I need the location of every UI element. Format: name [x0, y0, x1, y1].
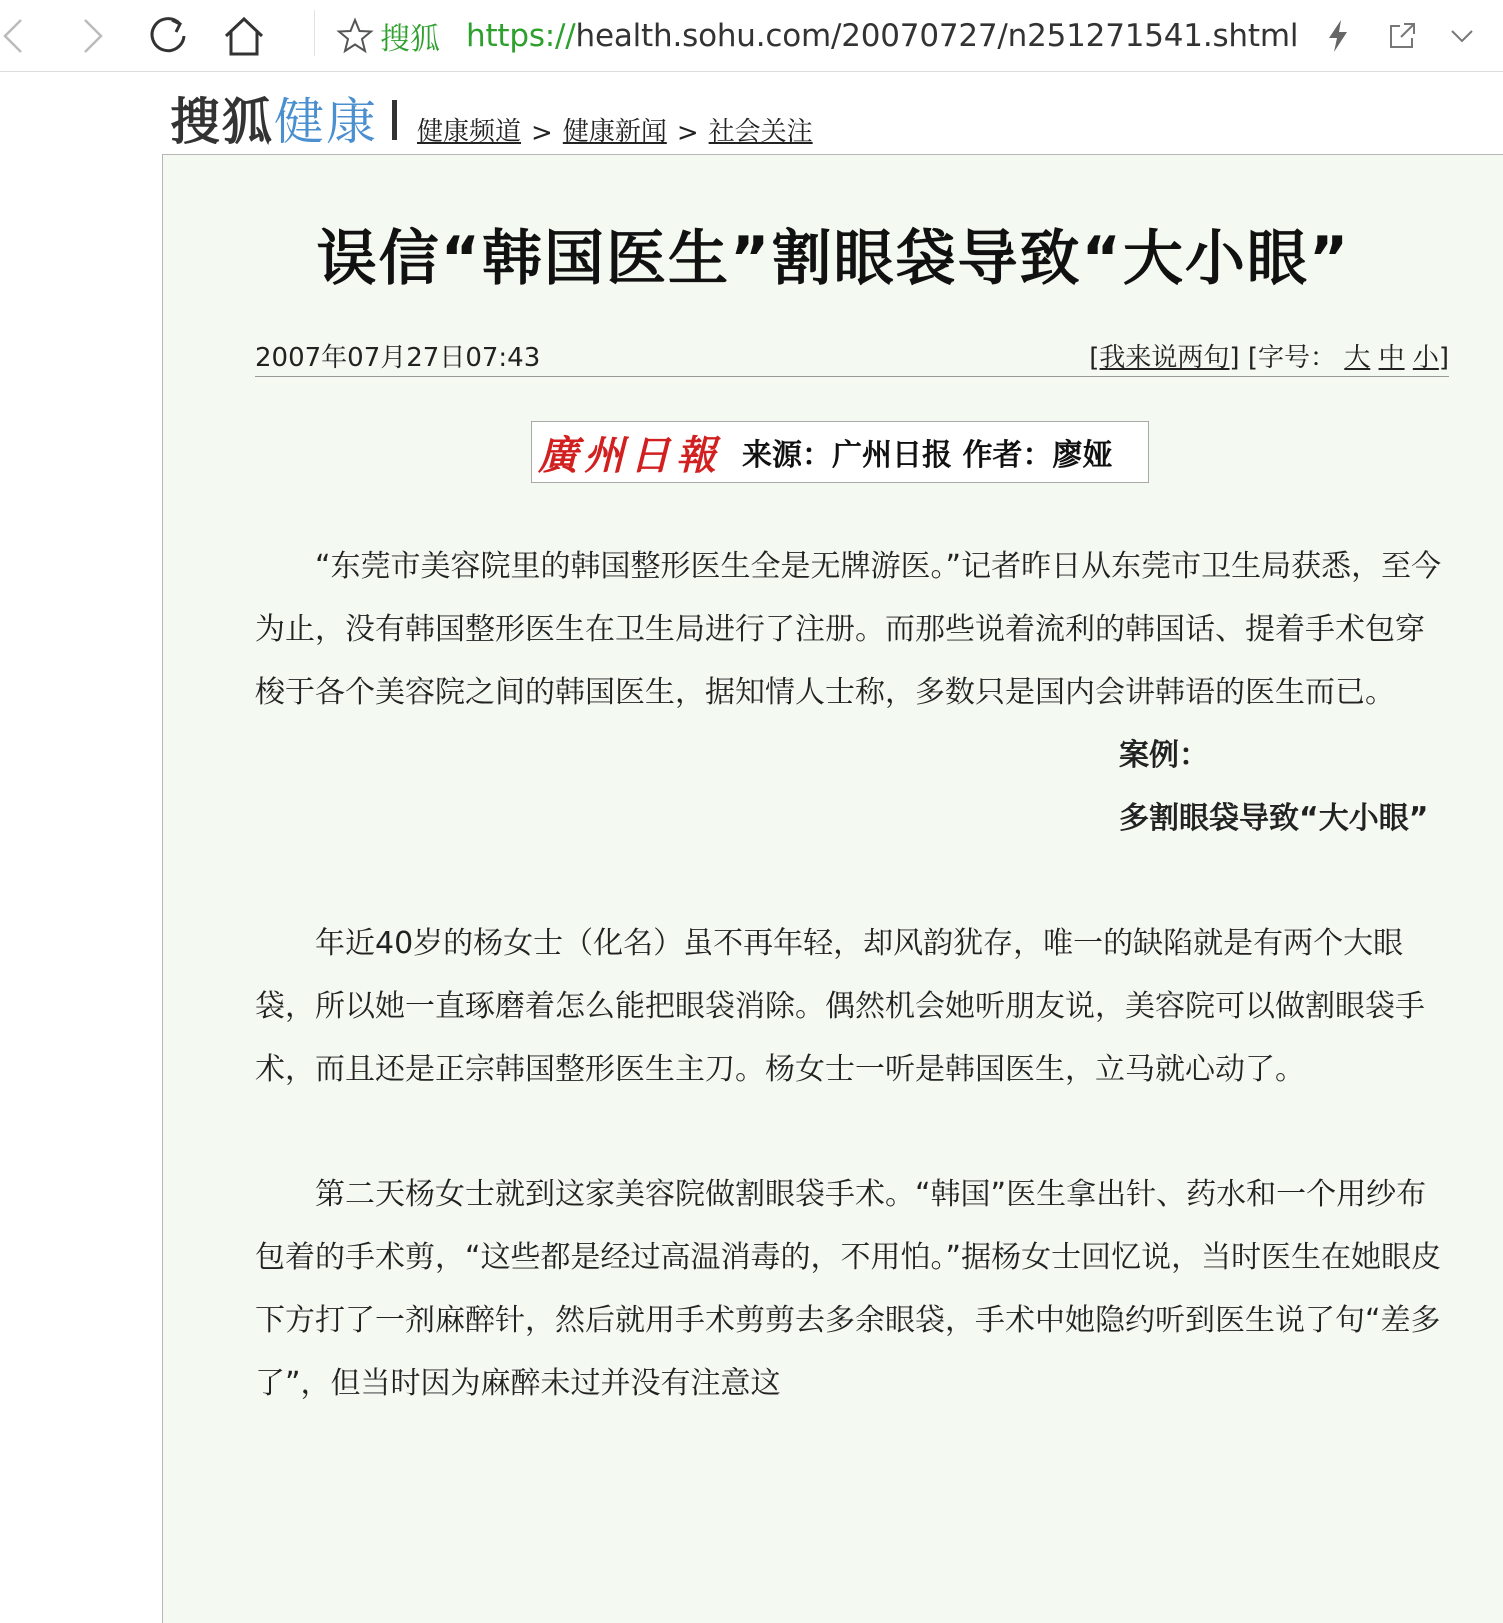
forward-button[interactable]: [64, 8, 120, 64]
article-paragraph: “东莞市美容院里的韩国整形医生全是无牌游医。”记者昨日从东莞市卫生局获悉，至今为止，没有韩国整形医生在卫生局进行了注册。而那些说着流利的韩国话、提着手术包穿梭于各个美容院之间的韩国医生，据知情人士称，多数只是国内会讲韩语的医生而已。: [255, 549, 1442, 710]
site-header: [170, 86, 813, 150]
comment-link[interactable]: [我来说两句]: [1089, 343, 1240, 373]
chevron-left-icon: [0, 16, 29, 56]
toolbar-divider: [314, 10, 315, 56]
source-box: [531, 421, 1149, 483]
article-paragraph: 年近40岁的杨女士（化名）虽不再年轻，却风韵犹存，唯一的缺陷就是有两个大眼袋，所以她一直琢磨着怎么能把眼袋消除。偶然机会她听朋友说，美容院可以做割眼袋手术，而且还是正宗韩国整形医生主刀。杨女士一听是韩国医生，立马就心动了。: [255, 926, 1425, 1087]
share-icon: [1386, 20, 1418, 52]
speed-mode-button[interactable]: [1310, 8, 1366, 64]
breadcrumb-social-focus[interactable]: 社会关注: [708, 117, 813, 147]
share-button[interactable]: [1374, 8, 1430, 64]
logo-health: 健康: [274, 93, 378, 151]
article-tools: [1089, 337, 1449, 374]
chevron-down-icon: [1448, 26, 1476, 46]
guangzhou-daily-logo: 廣州日報: [538, 431, 722, 479]
breadcrumb-health-channel[interactable]: 健康频道: [417, 117, 522, 147]
font-size-large[interactable]: 大: [1344, 343, 1371, 373]
logo-divider: [392, 100, 397, 140]
article-source: 来源：广州日报 作者：廖娅: [742, 438, 1113, 473]
article-meta: [255, 335, 1449, 377]
paragraph-gap: [255, 1101, 1449, 1163]
back-button[interactable]: [0, 8, 42, 64]
site-name: 搜狐: [380, 22, 440, 57]
article-panel: [162, 154, 1503, 1623]
browser-toolbar: [0, 0, 1503, 72]
font-size-small[interactable]: 小: [1412, 343, 1439, 373]
home-icon: [222, 14, 266, 58]
breadcrumb: [417, 111, 813, 148]
bookmark-star-icon[interactable]: [330, 17, 380, 55]
font-size-medium[interactable]: 中: [1378, 343, 1405, 373]
breadcrumb-separator: >: [676, 118, 699, 148]
url-text[interactable]: [466, 18, 1298, 54]
address-bar[interactable]: [330, 8, 1340, 64]
article-datetime: 2007年07月27日07:43: [255, 343, 541, 373]
reload-button[interactable]: [140, 8, 196, 64]
breadcrumb-health-news[interactable]: 健康新闻: [562, 117, 667, 147]
lightning-icon: [1324, 18, 1352, 54]
case-label: 案例：: [1119, 738, 1209, 773]
url-scheme: https://: [466, 18, 576, 54]
paragraph-gap: [255, 850, 1449, 912]
font-size-close: ]: [1438, 343, 1449, 373]
article-title: 误信“韩国医生”割眼袋导致“大小眼”: [316, 224, 1351, 294]
chevron-right-icon: [77, 16, 107, 56]
menu-dropdown-button[interactable]: [1434, 8, 1490, 64]
home-button[interactable]: [216, 8, 272, 64]
url-path: health.sohu.com/20070727/n251271541.shtml: [575, 18, 1299, 54]
article-body: [255, 535, 1449, 1415]
logo-sohu: 搜狐: [170, 92, 274, 151]
sohu-health-logo[interactable]: [170, 94, 378, 150]
font-size-label: [字号：: [1247, 343, 1336, 373]
article-paragraph: 第二天杨女士就到这家美容院做割眼袋手术。“韩国”医生拿出针、药水和一个用纱布包着的手术剪，“这些都是经过高温消毒的，不用怕。”据杨女士回忆说，当时医生在她眼皮下方打了一剂麻醉针，然后就用手术剪剪去多余眼袋，手术中她隐约听到医生说了句“差多了”，但当时因为麻醉未过并没有注意这: [255, 1177, 1442, 1401]
case-title: 多割眼袋导致“大小眼”: [1119, 801, 1429, 836]
reload-icon: [146, 14, 190, 58]
breadcrumb-separator: >: [531, 118, 553, 148]
